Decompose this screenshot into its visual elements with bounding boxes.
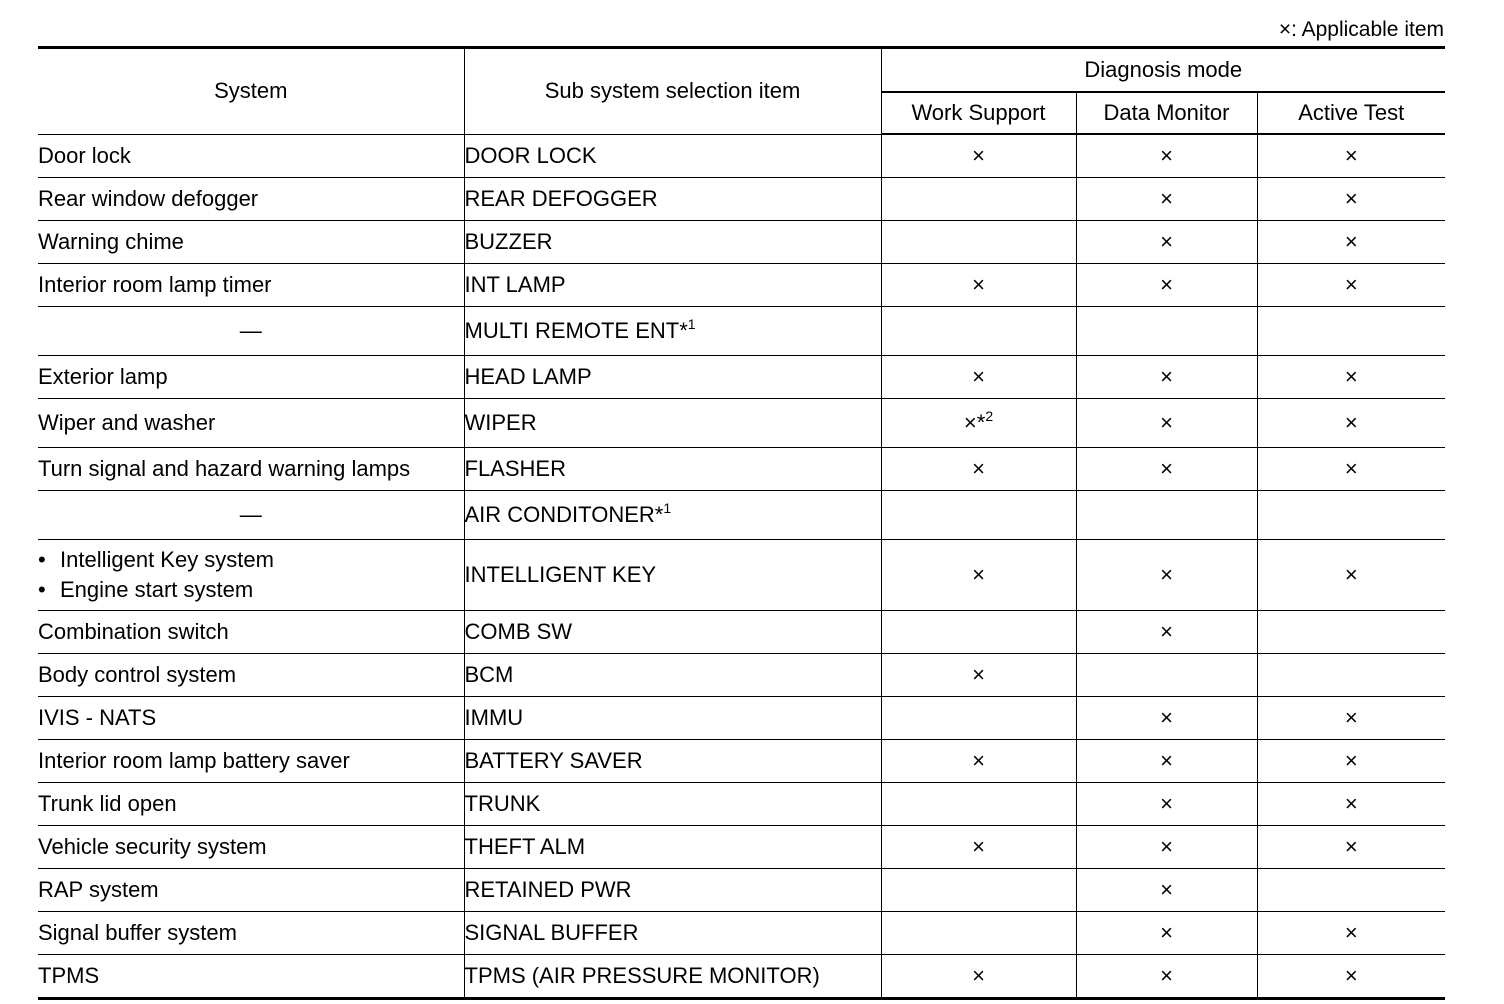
active-test-cell [1257, 221, 1445, 264]
sub-system-cell [464, 178, 881, 221]
table-row [38, 356, 1445, 399]
work-support-cell [881, 740, 1076, 783]
sub-system-text: INTELLIGENT KEY [464, 562, 657, 587]
active-test-cell [1257, 264, 1445, 307]
applicable-mark: × [972, 143, 985, 168]
system-cell: Warning chime [38, 221, 464, 264]
applicable-mark: × [1344, 186, 1358, 211]
sub-system-cell [464, 540, 881, 611]
applicable-mark: × [1344, 410, 1358, 435]
sub-system-text: FLASHER [464, 456, 566, 481]
active-test-cell [1257, 869, 1445, 912]
table-row [38, 697, 1445, 740]
data-monitor-cell [1076, 264, 1257, 307]
table-row [38, 654, 1445, 697]
sub-system-text: TPMS (AIR PRESSURE MONITOR) [464, 963, 820, 988]
system-cell: Combination switch [38, 611, 464, 654]
system-cell: IVIS - NATS [38, 697, 464, 740]
active-test-cell [1257, 356, 1445, 399]
active-test-cell [1257, 448, 1445, 491]
sub-system-text: THEFT ALM [464, 834, 586, 859]
sub-system-text: AIR CONDITONER* [464, 502, 664, 527]
sub-system-cell [464, 654, 881, 697]
footnote-marker: 1 [687, 316, 696, 332]
applicable-mark: × [1344, 791, 1358, 816]
sub-system-cell [464, 611, 881, 654]
table-row [38, 307, 1445, 356]
system-cell: Body control system [38, 654, 464, 697]
system-cell [38, 540, 464, 611]
table-row [38, 783, 1445, 826]
system-bullet-item [38, 545, 464, 575]
header-system: System [38, 48, 464, 135]
system-cell: Interior room lamp timer [38, 264, 464, 307]
applicable-mark: × [1160, 834, 1173, 859]
applicable-mark: × [972, 662, 985, 687]
active-test-cell [1257, 740, 1445, 783]
sub-system-text: DOOR LOCK [464, 142, 597, 168]
sub-system-cell [464, 826, 881, 869]
sub-system-cell [464, 448, 881, 491]
system-cell: Vehicle security system [38, 826, 464, 869]
applicable-mark: × [1160, 705, 1173, 730]
header-data-monitor: Data Monitor [1076, 92, 1257, 134]
system-cell: Exterior lamp [38, 356, 464, 399]
applicable-mark: × [1344, 229, 1358, 254]
sub-system-cell [464, 912, 881, 955]
system-cell: Wiper and washer [38, 399, 464, 448]
applicable-mark: × [972, 272, 985, 297]
table-row [38, 221, 1445, 264]
applicable-mark: × [1160, 186, 1173, 211]
applicable-mark: × [1160, 272, 1173, 297]
sub-system-text: TRUNK [464, 791, 541, 816]
applicable-mark: × [1344, 272, 1358, 297]
footnote-marker: 1 [663, 500, 672, 516]
system-cell: Door lock [38, 134, 464, 178]
applicable-mark: × [972, 562, 985, 587]
sub-system-cell [464, 697, 881, 740]
applicable-mark: × [1344, 456, 1358, 481]
sub-system-text: BCM [464, 662, 514, 687]
applicable-mark: × [972, 748, 985, 773]
sub-system-cell [464, 307, 881, 356]
sub-system-text: MULTI REMOTE ENT* [464, 318, 688, 343]
active-test-cell [1257, 654, 1445, 697]
system-cell: — [38, 491, 464, 540]
system-bullet-list [38, 545, 464, 605]
work-support-cell [881, 178, 1076, 221]
applicable-mark: × [1160, 364, 1173, 389]
bullet-icon: • [38, 577, 46, 602]
applicable-mark: × [1344, 705, 1358, 730]
header-diagnosis-mode: Diagnosis mode [881, 48, 1445, 93]
system-cell: Trunk lid open [38, 783, 464, 826]
sub-system-text: SIGNAL BUFFER [464, 920, 639, 945]
sub-system-text: BUZZER [464, 229, 553, 254]
active-test-cell [1257, 783, 1445, 826]
data-monitor-cell [1076, 221, 1257, 264]
work-support-cell [881, 356, 1076, 399]
table-row [38, 869, 1445, 912]
sub-system-cell [464, 869, 881, 912]
table-row [38, 826, 1445, 869]
applicable-mark: × [1160, 920, 1173, 945]
work-support-cell [881, 399, 1076, 448]
system-bullet-text: Engine start system [60, 577, 254, 602]
table-row [38, 912, 1445, 955]
data-monitor-cell [1076, 912, 1257, 955]
table-row [38, 134, 1445, 178]
table-row [38, 178, 1445, 221]
data-monitor-cell [1076, 307, 1257, 356]
work-support-cell [881, 264, 1076, 307]
work-support-cell [881, 826, 1076, 869]
diagnosis-mode-table [38, 46, 1445, 1000]
sub-system-cell [464, 783, 881, 826]
work-support-cell [881, 491, 1076, 540]
active-test-cell [1257, 540, 1445, 611]
data-monitor-cell [1076, 826, 1257, 869]
work-support-cell [881, 540, 1076, 611]
applicable-mark: × [972, 834, 985, 859]
data-monitor-cell [1076, 540, 1257, 611]
applicable-mark: × [1160, 229, 1173, 254]
applicable-mark: × [1160, 877, 1173, 902]
data-monitor-cell [1076, 611, 1257, 654]
applicable-mark: × [1344, 963, 1358, 988]
system-cell: — [38, 307, 464, 356]
applicable-mark: × [1160, 143, 1173, 168]
legend-applicable-item: ×: Applicable item [1278, 18, 1444, 41]
applicable-mark: × [1160, 791, 1173, 816]
applicable-mark: × [1160, 562, 1173, 587]
work-support-cell [881, 783, 1076, 826]
table-body [38, 134, 1445, 999]
work-support-cell [881, 955, 1076, 999]
work-support-cell [881, 697, 1076, 740]
data-monitor-cell [1076, 356, 1257, 399]
system-cell: Turn signal and hazard warning lamps [38, 448, 464, 491]
active-test-cell [1257, 826, 1445, 869]
sub-system-text: HEAD LAMP [464, 364, 592, 389]
active-test-cell [1257, 178, 1445, 221]
sub-system-cell [464, 955, 881, 999]
applicable-mark: × [972, 364, 985, 389]
active-test-cell [1257, 491, 1445, 540]
table-row [38, 264, 1445, 307]
sub-system-cell [464, 134, 881, 178]
applicable-mark: × [1160, 748, 1173, 773]
sub-system-text: INT LAMP [464, 272, 566, 297]
applicable-mark: × [1160, 963, 1173, 988]
active-test-cell [1257, 399, 1445, 448]
work-support-cell [881, 912, 1076, 955]
data-monitor-cell [1076, 955, 1257, 999]
sub-system-cell [464, 221, 881, 264]
sub-system-text: RETAINED PWR [464, 877, 632, 902]
footnote-marker: 2 [985, 408, 994, 424]
work-support-cell [881, 654, 1076, 697]
applicable-mark: × [972, 456, 985, 481]
data-monitor-cell [1076, 697, 1257, 740]
sub-system-text: REAR DEFOGGER [464, 186, 658, 211]
table-row [38, 399, 1445, 448]
system-cell: Signal buffer system [38, 912, 464, 955]
work-support-cell [881, 869, 1076, 912]
work-support-cell [881, 221, 1076, 264]
sub-system-cell [464, 740, 881, 783]
applicable-mark: × [1160, 456, 1173, 481]
system-cell: TPMS [38, 955, 464, 999]
work-support-cell [881, 611, 1076, 654]
sub-system-cell [464, 491, 881, 540]
header-active-test: Active Test [1257, 92, 1445, 134]
active-test-cell [1257, 697, 1445, 740]
work-support-cell [881, 307, 1076, 356]
work-support-cell [881, 134, 1076, 178]
table-row [38, 955, 1445, 999]
data-monitor-cell [1076, 783, 1257, 826]
data-monitor-cell [1076, 654, 1257, 697]
data-monitor-cell [1076, 491, 1257, 540]
data-monitor-cell [1076, 740, 1257, 783]
applicable-mark: × [1344, 748, 1358, 773]
sub-system-text: WIPER [464, 410, 537, 435]
data-monitor-cell [1076, 178, 1257, 221]
work-support-cell [881, 448, 1076, 491]
active-test-cell [1257, 955, 1445, 999]
system-cell: RAP system [38, 869, 464, 912]
data-monitor-cell [1076, 399, 1257, 448]
table-row [38, 740, 1445, 783]
applicable-mark: × [1160, 410, 1173, 435]
system-bullet-text: Intelligent Key system [60, 547, 274, 572]
applicable-mark: ×* [963, 410, 986, 435]
bullet-icon: • [38, 547, 46, 572]
header-work-support: Work Support [881, 92, 1076, 134]
header-sub-system: Sub system selection item [464, 48, 881, 135]
sub-system-cell [464, 264, 881, 307]
table-row [38, 491, 1445, 540]
active-test-cell [1257, 611, 1445, 654]
sub-system-text: BATTERY SAVER [464, 748, 643, 773]
applicable-mark: × [1344, 364, 1358, 389]
sub-system-text: COMB SW [464, 619, 573, 644]
system-cell: Interior room lamp battery saver [38, 740, 464, 783]
sub-system-cell [464, 399, 881, 448]
system-cell: Rear window defogger [38, 178, 464, 221]
data-monitor-cell [1076, 134, 1257, 178]
sub-system-text: IMMU [464, 705, 524, 730]
table-row [38, 448, 1445, 491]
table-row [38, 611, 1445, 654]
applicable-mark: × [972, 963, 985, 988]
table-row [38, 540, 1445, 611]
applicable-mark: × [1160, 619, 1173, 644]
active-test-cell [1257, 307, 1445, 356]
active-test-cell [1257, 134, 1445, 178]
applicable-mark: × [1344, 562, 1358, 587]
active-test-cell [1257, 912, 1445, 955]
data-monitor-cell [1076, 869, 1257, 912]
applicable-mark: × [1344, 920, 1358, 945]
sub-system-cell [464, 356, 881, 399]
data-monitor-cell [1076, 448, 1257, 491]
applicable-mark: × [1344, 834, 1358, 859]
applicable-mark: × [1344, 143, 1358, 168]
system-bullet-item [38, 575, 464, 605]
